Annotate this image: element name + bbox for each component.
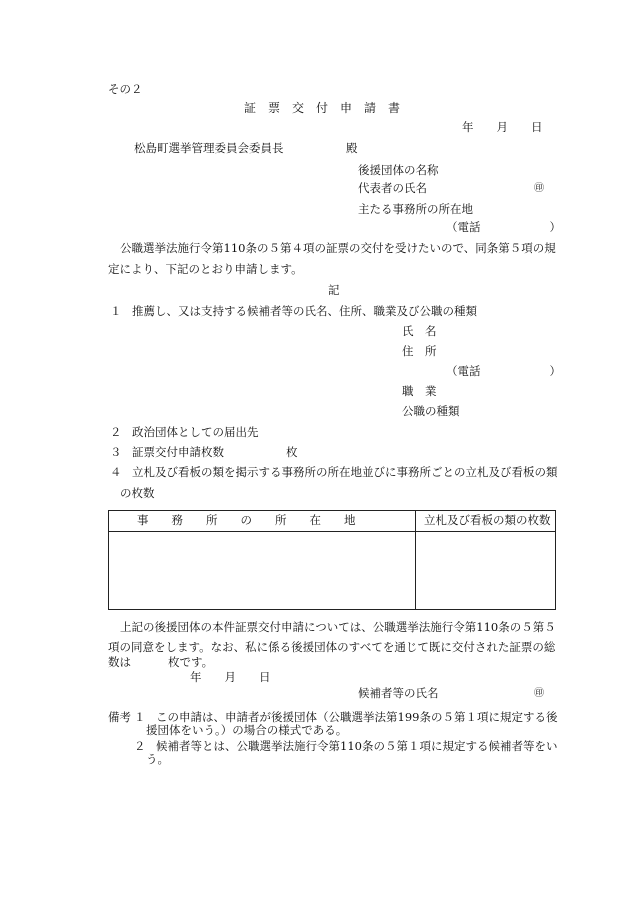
consent-line-3-prefix: 数は — [108, 655, 131, 669]
item-4-line-1: 立札及び看板の類を掲示する事務所の所在地並びに事務所ごとの立札及び看板の類 — [132, 465, 558, 479]
addressee: 松島町選挙管理委員会委員長 — [134, 141, 284, 155]
item-2-number: ２ — [110, 425, 122, 439]
item-4-line-2: の枚数 — [120, 486, 155, 500]
application-date: 年 月 日 — [462, 120, 543, 134]
office-location-header: 事 務 所 の 所 在 地 — [137, 513, 356, 527]
applicant-phone-label: （電話 ） — [446, 220, 561, 234]
page-title: 証 票 交 付 申 請 書 — [244, 101, 401, 115]
consent-line-3-suffix: 枚です。 — [168, 655, 214, 669]
candidate-signature-label: 候補者等の氏名 — [358, 686, 439, 700]
office-signboard-table — [108, 510, 556, 610]
signboard-count-header: 立札及び看板の類の枚数 — [424, 513, 551, 527]
note-1-line-1: この申請は、申請者が後援団体（公職選挙法第199条の５第１項に規定する後 — [156, 710, 558, 724]
note-2-number: ２ — [134, 739, 146, 753]
note-2-line-2: う。 — [146, 752, 169, 766]
note-1-number: １ — [134, 710, 146, 724]
candidate-office-type-label: 公職の種類 — [402, 404, 460, 418]
item-1-text: 推薦し、又は支持する候補者等の氏名、住所、職業及び公職の種類 — [132, 304, 477, 318]
item-3-text: 証票交付申請枚数 — [132, 445, 224, 459]
consent-date: 年 月 日 — [190, 670, 271, 684]
consent-line-1: 上記の後援団体の本件証票交付申請については、公職選挙法施行令第110条の５第５ — [120, 620, 556, 634]
item-4-number: ４ — [110, 465, 122, 479]
item-1-number: １ — [110, 304, 122, 318]
ki-marker: 記 — [328, 283, 340, 297]
consent-line-2: 項の同意をします。なお、私に係る後援団体のすべてを通じて既に交付された証票の総 — [108, 640, 556, 654]
item-3-number: ３ — [110, 445, 122, 459]
representative-name-label: 代表者の氏名 — [358, 181, 427, 195]
candidate-name-label: 氏 名 — [402, 324, 437, 338]
support-group-name-label: 後援団体の名称 — [358, 163, 439, 177]
table-column-divider — [415, 511, 416, 609]
candidate-address-label: 住 所 — [402, 344, 437, 358]
seal-mark: ㊞ — [534, 183, 544, 194]
note-2-line-1: 候補者等とは、公職選挙法施行令第110条の５第１項に規定する候補者等をい — [156, 739, 558, 753]
form-number: その２ — [108, 82, 143, 96]
item-2-text: 政治団体としての届出先 — [132, 425, 259, 439]
candidate-seal-mark: ㊞ — [534, 688, 544, 699]
note-1-line-2: 援団体をいう。）の場合の様式である。 — [146, 723, 348, 737]
item-3-unit: 枚 — [286, 445, 298, 459]
notes-label: 備考 — [108, 710, 131, 724]
honorific: 殿 — [346, 141, 358, 155]
table-header-divider — [109, 531, 555, 532]
intro-line-2: 定により、下記のとおり申請します。 — [108, 262, 303, 276]
candidate-phone-label: （電話 ） — [446, 364, 561, 378]
intro-line-1: 公職選挙法施行令第110条の５第４項の証票の交付を受けたいので、同条第５項の規 — [120, 241, 556, 255]
candidate-occupation-label: 職 業 — [402, 384, 437, 398]
main-office-label: 主たる事務所の所在地 — [358, 202, 473, 216]
